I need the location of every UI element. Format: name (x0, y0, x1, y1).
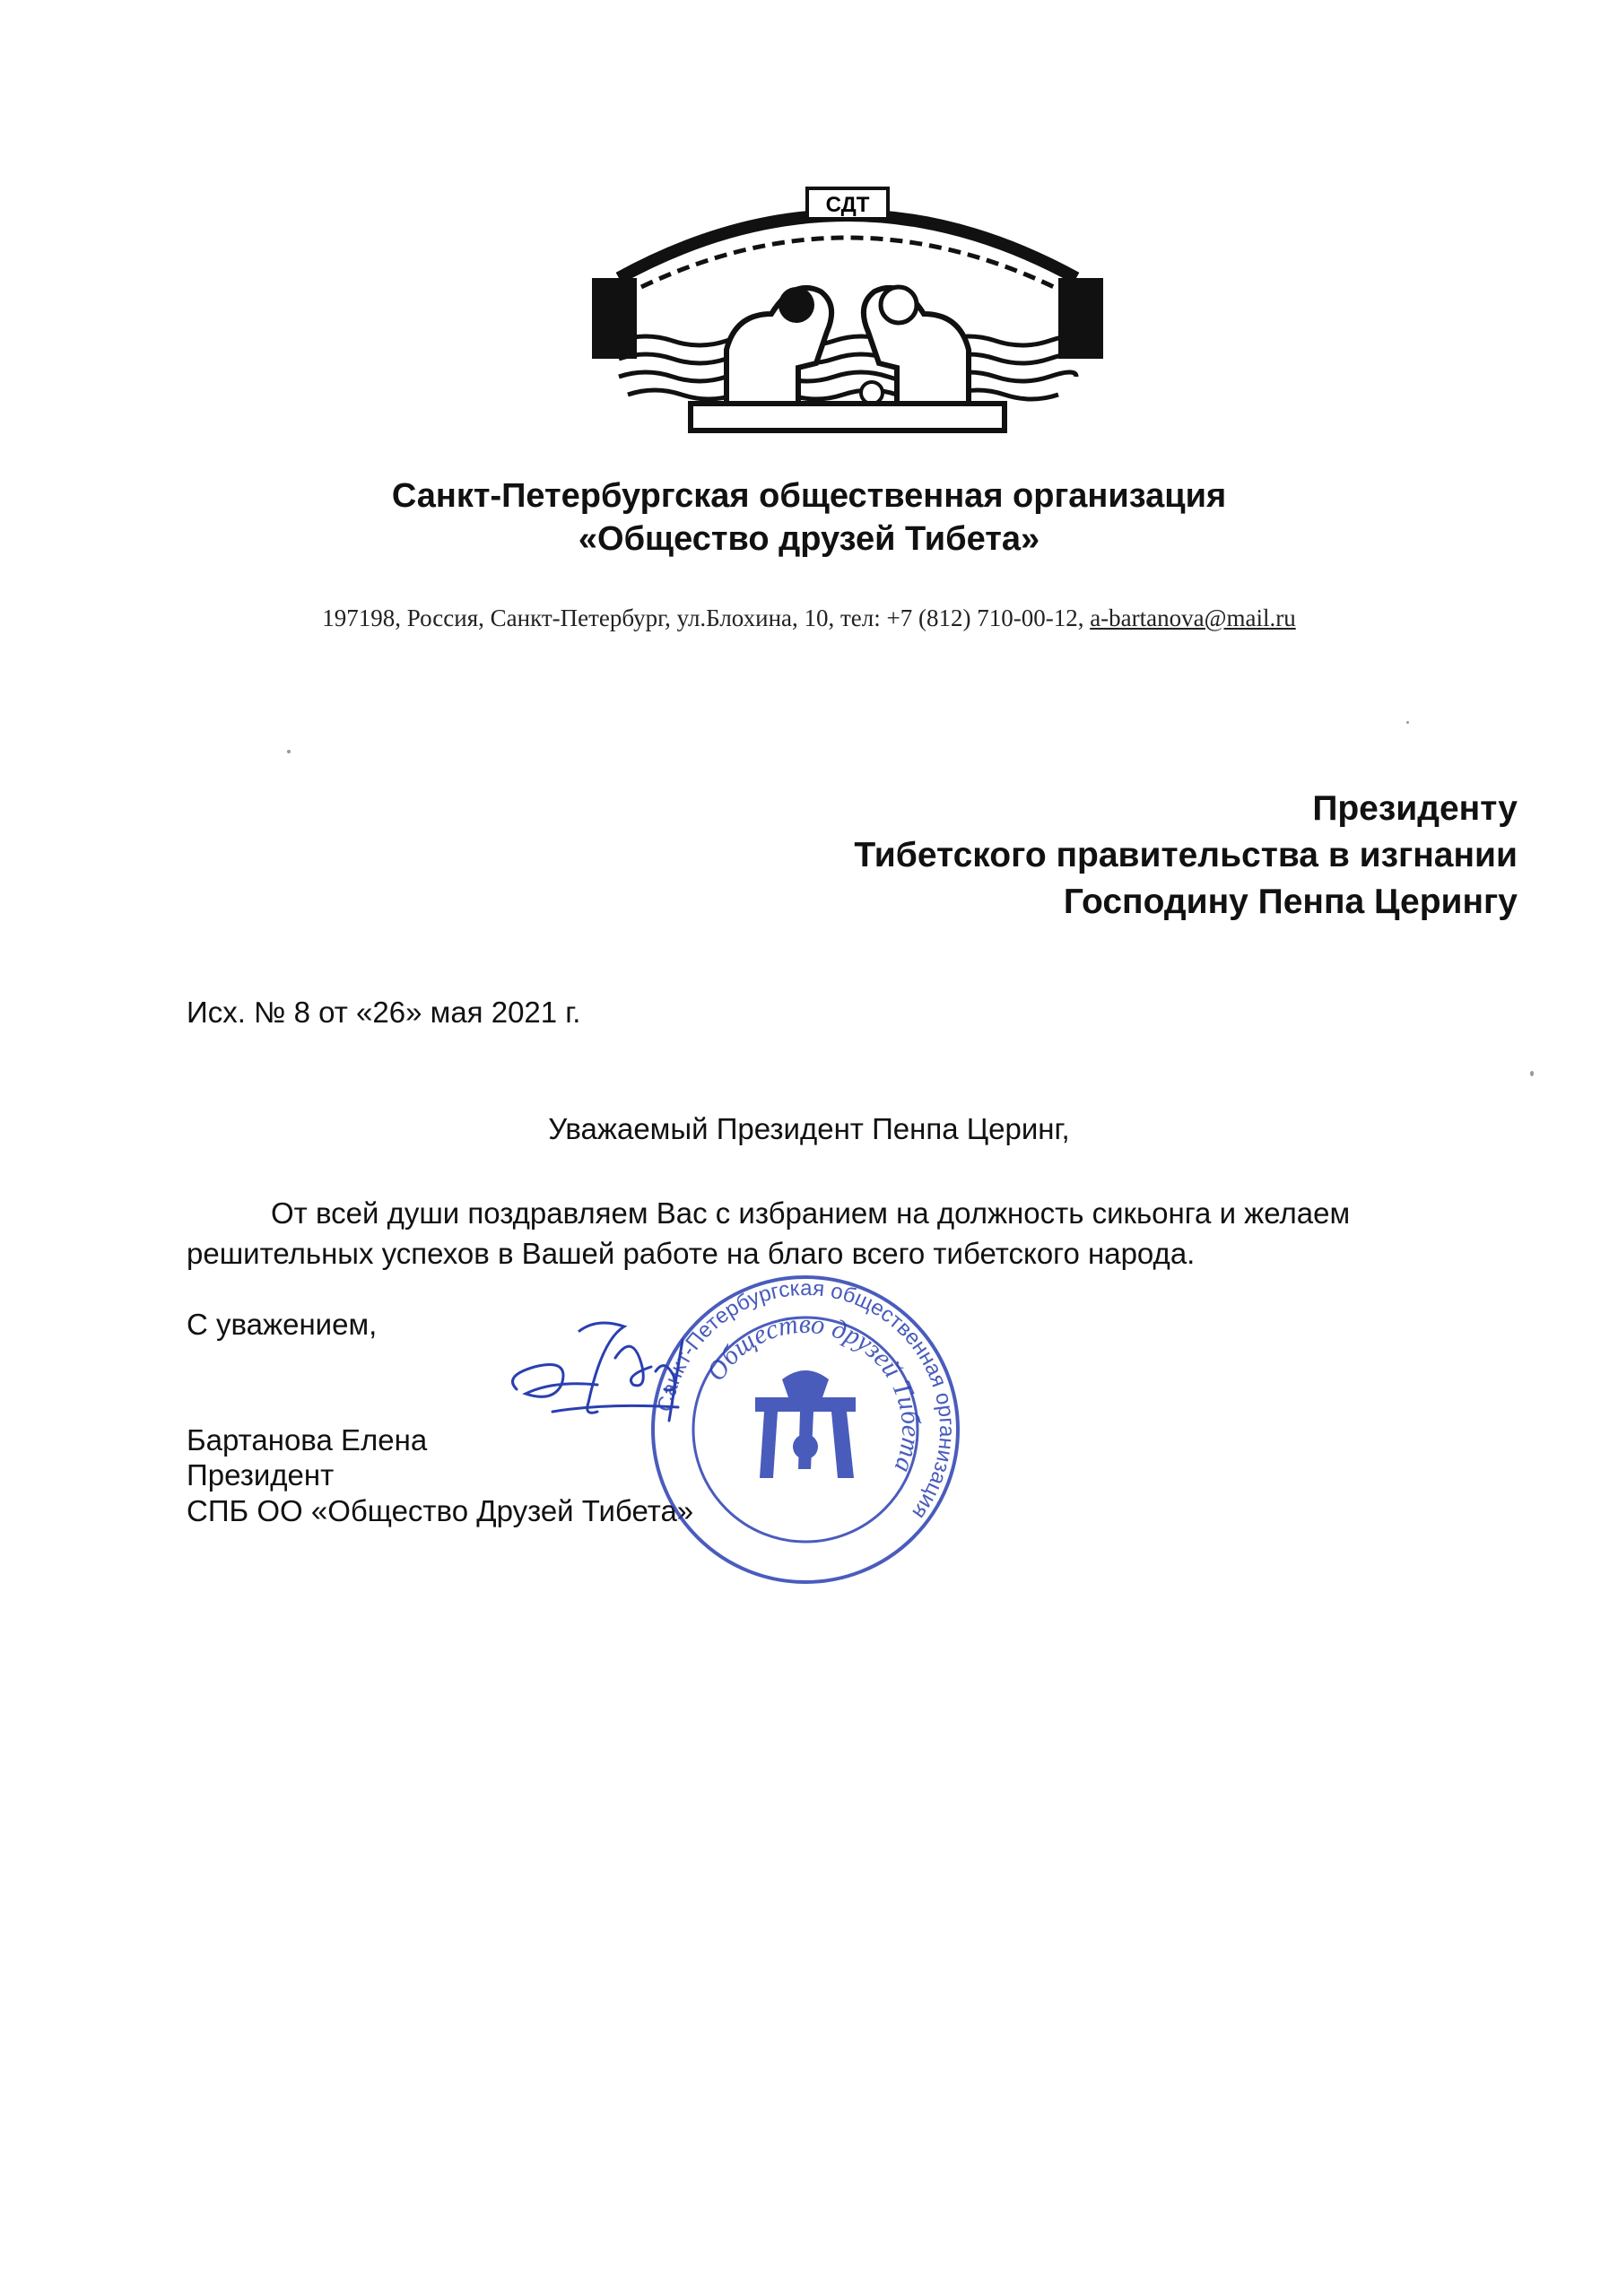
email-link[interactable]: a-bartanova@mail.ru (1090, 604, 1296, 631)
body-line-1: От всей души поздравляем Вас с избранием на должность сикьонга и желаем (271, 1196, 1351, 1230)
round-seal-icon (648, 1272, 963, 1587)
organization-stamp (648, 1272, 963, 1587)
salutation: Уважаемый Президент Пенпа Церинг, (548, 1112, 1070, 1145)
lions-bridge-emblem-icon (592, 179, 1103, 439)
organization-name: Санкт-Петербургская общественная организация (391, 477, 1227, 515)
signatory-organization: СПБ ОО «Общество Друзей Тибета» (187, 1494, 694, 1527)
organization-logo (592, 179, 1103, 439)
scan-speck (1406, 721, 1409, 724)
scan-speck (1530, 1071, 1534, 1076)
scan-speck (287, 750, 291, 753)
addressee-line-3: Господину Пенпа Церингу (1063, 883, 1518, 921)
signatory-name: Бартанова Елена (187, 1423, 428, 1457)
addressee-line-2: Тибетского правительства в изгнании (854, 836, 1518, 874)
svg-text:Общество друзей Тибета: Общество друзей Тибета (700, 1309, 926, 1477)
addressee-line-1: Президенту (1312, 789, 1518, 828)
letter-body (187, 1193, 1514, 1274)
organization-address (0, 604, 1618, 632)
svg-text:СДТ: СДТ (825, 193, 870, 217)
address-text: 197198, Россия, Санкт-Петербург, ул.Блохина, 10, тел: +7 (812) 710-00-12, (322, 604, 1091, 631)
svg-text:Санкт-Петербургская общественн: Санкт-Петербургская общественная организация (653, 1275, 960, 1524)
organization-name-quoted: «Общество друзей Тибета» (578, 520, 1040, 558)
signatory-title: Президент (187, 1458, 335, 1492)
outgoing-reference: Исх. № 8 от «26» мая 2021 г. (187, 996, 581, 1029)
closing: С уважением, (187, 1308, 378, 1341)
body-line-2: решительных успехов в Вашей работе на благо всего тибетского народа. (187, 1237, 1196, 1270)
